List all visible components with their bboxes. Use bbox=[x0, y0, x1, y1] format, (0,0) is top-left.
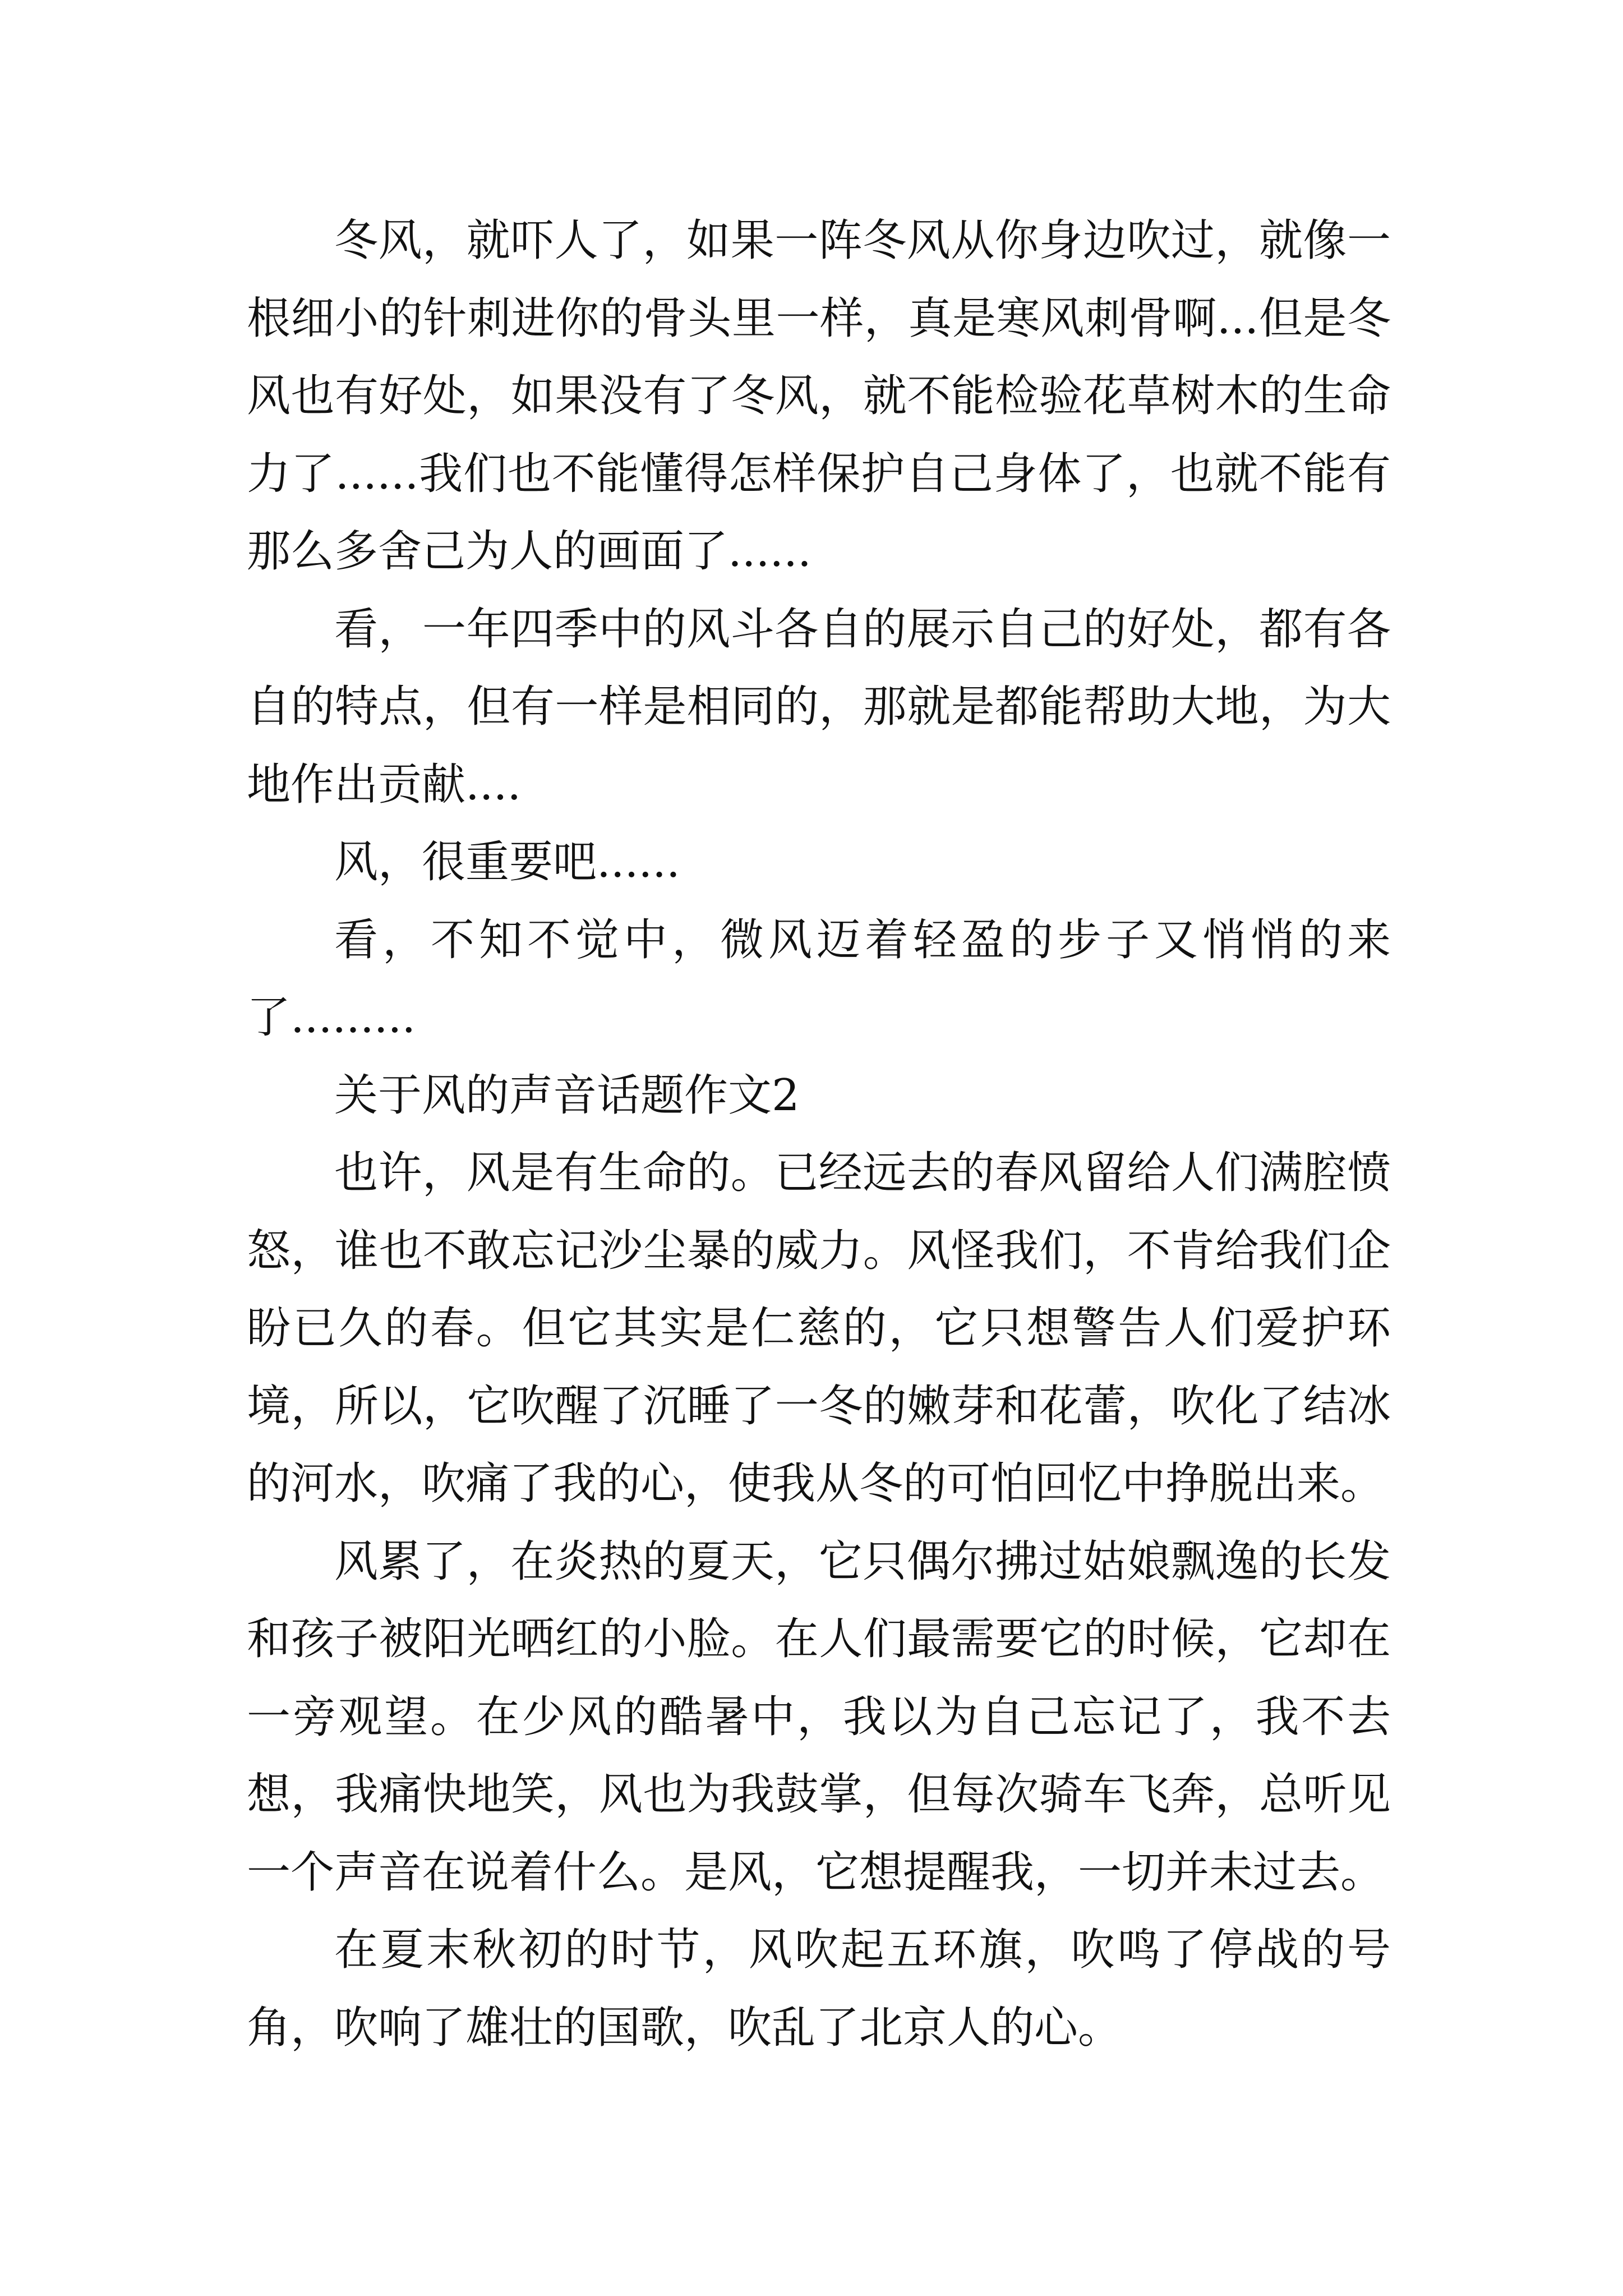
document-page bbox=[247, 202, 1391, 2067]
paragraph-autumn-wind: 在夏末秋初的时节，风吹起五环旗，吹鸣了停战的号角，吹响了雄壮的国歌，吹乱了北京人的心。 bbox=[247, 1925, 1391, 2053]
paragraph-wind-important: 风，很重要吧...... bbox=[334, 837, 680, 887]
paragraph-spring-wind: 也许，风是有生命的。已经远去的春风留给人们满腔愤怒，谁也不敢忘记沙尘暴的威力。风怪我们，不肯给我们企盼已久的春。但它其实是仁慈的，它只想警告人们爱护环境，所以，它吹醒了沉睡了一冬的嫩芽和花蕾，吹化了结冰的河水，吹痛了我的心，使我从冬的可怕回忆中挣脱出来。 bbox=[247, 1148, 1391, 1509]
essay-heading: 关于风的声音话题作文2 bbox=[334, 1070, 800, 1121]
paragraph-breeze-comes: 看，不知不觉中，微风迈着轻盈的步子又悄悄的来了......... bbox=[247, 914, 1391, 1043]
paragraph-winter-wind: 冬风，就吓人了，如果一阵冬风从你身边吹过，就像一根细小的针刺进你的骨头里一样，真是寒风刺骨啊...但是冬风也有好处，如果没有了冬风，就不能检验花草树木的生命力了......我们也不能懂得怎样保护自己身体了，也就不能有那么多舍己为人的画面了...... bbox=[247, 215, 1391, 577]
paragraph-summer-wind: 风累了，在炎热的夏天，它只偶尔拂过姑娘飘逸的长发和孩子被阳光晒红的小脸。在人们最需要它的时候，它却在一旁观望。在少风的酷暑中，我以为自己忘记了，我不去想，我痛快地笑，风也为我鼓掌，但每次骑车飞奔，总听见一个声音在说着什么。是风，它想提醒我，一切并未过去。 bbox=[247, 1536, 1391, 1898]
paragraph-four-seasons: 看，一年四季中的风斗各自的展示自己的好处，都有各自的特点，但有一样是相同的，那就是都能帮助大地，为大地作出贡献.... bbox=[247, 604, 1391, 810]
